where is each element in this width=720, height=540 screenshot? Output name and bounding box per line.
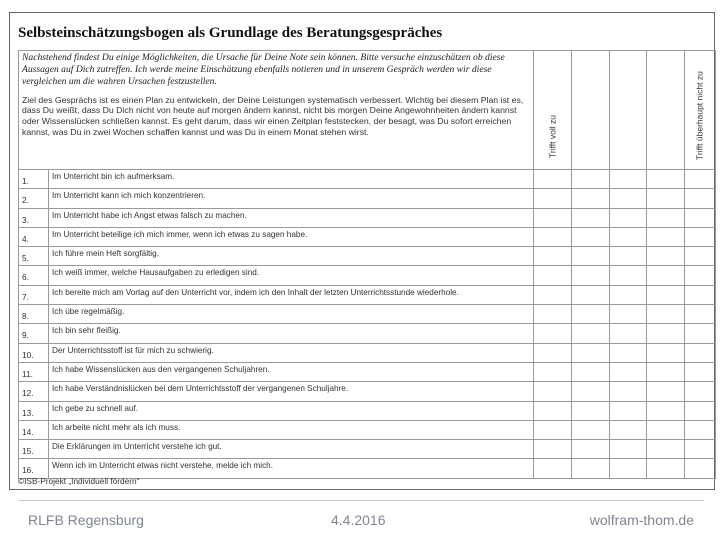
rating-cell[interactable] [685, 266, 716, 285]
rating-cell[interactable] [610, 362, 647, 381]
questionnaire-sheet [9, 12, 715, 490]
rating-cell[interactable] [647, 440, 685, 459]
rating-cell[interactable] [685, 362, 716, 381]
rating-cell[interactable] [534, 227, 572, 246]
header-col-3 [610, 51, 647, 170]
rating-cell[interactable] [534, 305, 572, 324]
statement-text: Im Unterricht habe ich Angst etwas falsch zu machen. [49, 208, 534, 227]
statement-number: 7. [19, 285, 49, 304]
statement-number: 12. [19, 382, 49, 401]
header-not-applies [685, 51, 716, 170]
rating-cell[interactable] [647, 420, 685, 439]
rating-cell[interactable] [572, 324, 610, 343]
rating-cell[interactable] [647, 401, 685, 420]
rating-cell[interactable] [610, 305, 647, 324]
rating-cell[interactable] [534, 362, 572, 381]
rating-cell[interactable] [572, 285, 610, 304]
rating-cell[interactable] [685, 285, 716, 304]
rating-cell[interactable] [685, 208, 716, 227]
rating-cell[interactable] [534, 208, 572, 227]
statement-text: Der Unterrichtsstoff ist für mich zu schwierig. [49, 343, 534, 362]
header-applies [534, 51, 572, 170]
rating-cell[interactable] [534, 189, 572, 208]
statement-number: 15. [19, 440, 49, 459]
rating-cell[interactable] [685, 459, 716, 478]
rating-cell[interactable] [610, 382, 647, 401]
rating-cell[interactable] [647, 459, 685, 478]
rating-cell[interactable] [534, 266, 572, 285]
rating-cell[interactable] [572, 208, 610, 227]
rating-cell[interactable] [534, 459, 572, 478]
statement-text: Ich übe regelmäßig. [49, 305, 534, 324]
statement-number: 14. [19, 420, 49, 439]
rating-cell[interactable] [534, 285, 572, 304]
rating-cell[interactable] [572, 247, 610, 266]
rating-cell[interactable] [572, 440, 610, 459]
statement-row [19, 362, 716, 381]
rating-cell[interactable] [610, 420, 647, 439]
statement-row [19, 420, 716, 439]
rating-cell[interactable] [610, 227, 647, 246]
rating-cell[interactable] [647, 305, 685, 324]
statement-text: Ich bereite mich am Vortag auf den Unterricht vor, indem ich den Inhalt der letzten Unterrichtsstunde wiederhole. [49, 285, 534, 304]
rating-cell[interactable] [647, 362, 685, 381]
rating-cell[interactable] [572, 305, 610, 324]
rating-cell[interactable] [534, 324, 572, 343]
rating-cell[interactable] [685, 401, 716, 420]
rating-cell[interactable] [685, 420, 716, 439]
statement-number: 1. [19, 170, 49, 189]
statement-row [19, 266, 716, 285]
rating-cell[interactable] [610, 401, 647, 420]
rating-cell[interactable] [685, 343, 716, 362]
statement-row [19, 343, 716, 362]
rating-cell[interactable] [647, 227, 685, 246]
rating-cell[interactable] [534, 382, 572, 401]
rating-cell[interactable] [610, 208, 647, 227]
rating-cell[interactable] [647, 285, 685, 304]
statement-row [19, 401, 716, 420]
rating-cell[interactable] [610, 285, 647, 304]
rating-cell[interactable] [685, 305, 716, 324]
statement-row [19, 247, 716, 266]
rating-cell[interactable] [685, 227, 716, 246]
rating-cell[interactable] [534, 170, 572, 189]
rating-cell[interactable] [572, 420, 610, 439]
rating-cell[interactable] [647, 382, 685, 401]
statement-text: Ich habe Wissenslücken aus den vergangenen Schuljahren. [49, 362, 534, 381]
statement-text: Wenn ich im Unterricht etwas nicht verstehe, melde ich mich. [49, 459, 534, 478]
rating-cell[interactable] [647, 324, 685, 343]
document-title: Selbsteinschätzungsbogen als Grundlage des Beratungsgespräches [18, 25, 443, 41]
statement-number: 3. [19, 208, 49, 227]
statement-number: 10. [19, 343, 49, 362]
statement-number: 8. [19, 305, 49, 324]
statement-text: Im Unterricht kann ich mich konzentrieren. [49, 189, 534, 208]
rating-cell[interactable] [534, 401, 572, 420]
rating-cell[interactable] [685, 247, 716, 266]
rating-cell[interactable] [572, 401, 610, 420]
statement-row [19, 440, 716, 459]
rating-cell[interactable] [534, 247, 572, 266]
rating-cell[interactable] [647, 208, 685, 227]
rating-cell[interactable] [685, 324, 716, 343]
rating-cell[interactable] [572, 382, 610, 401]
statement-text: Ich gebe zu schnell auf. [49, 401, 534, 420]
footer-divider [18, 500, 704, 501]
statement-number: 11. [19, 362, 49, 381]
rating-cell[interactable] [572, 266, 610, 285]
questionnaire-body [18, 50, 715, 479]
header-not-applies-label: Trifft überhaupt nicht zu [694, 71, 705, 160]
rating-cell[interactable] [534, 440, 572, 459]
statement-row [19, 189, 716, 208]
rating-cell[interactable] [610, 440, 647, 459]
statement-number: 13. [19, 401, 49, 420]
intro-row [19, 51, 716, 170]
rating-cell[interactable] [610, 266, 647, 285]
statement-number: 16. [19, 459, 49, 478]
rating-cell[interactable] [572, 343, 610, 362]
statement-text: Ich arbeite nicht mehr als ich muss. [49, 420, 534, 439]
rating-cell[interactable] [685, 170, 716, 189]
statement-row [19, 285, 716, 304]
statement-number: 5. [19, 247, 49, 266]
intro-goal-text: Ziel des Gesprächs ist es einen Plan zu entwickeln, der Deine Leistungen systematisch verbessert. Wichtig bei diesem Plan ist es, dass Du weißt, dass Du Dich nicht von heute auf morgen ändern kannst, nicht bis morgen Deine Angewohnheiten ändern kannst oder Wissenslücken schließen kannst. Es geht darum, dass wir einen Zeitplan feststecken, der besagt, was Du sofort erreichen kannst, was Du in zwei Wochen schaffen kannst und was Du in einem Monat stehen wirst. [22, 94, 524, 137]
statement-row [19, 170, 716, 189]
rating-cell[interactable] [610, 459, 647, 478]
statement-number: 2. [19, 189, 49, 208]
rating-cell[interactable] [685, 382, 716, 401]
statement-row [19, 324, 716, 343]
rating-cell[interactable] [647, 170, 685, 189]
footer-website: wolfram-thom.de [589, 512, 694, 528]
rating-cell[interactable] [572, 170, 610, 189]
statement-number: 9. [19, 324, 49, 343]
statement-row [19, 208, 716, 227]
statement-text: Die Erklärungen im Unterricht verstehe ich gut. [49, 440, 534, 459]
statement-row [19, 305, 716, 324]
statement-row [19, 382, 716, 401]
header-col-4 [647, 51, 685, 170]
intro-cell [19, 51, 534, 170]
statement-row [19, 227, 716, 246]
rating-cell[interactable] [647, 343, 685, 362]
intro-instructions: Nachstehend findest Du einige Möglichkeiten, die Ursache für Deine Note sein können. Bitte versuche einzuschätzen ob diese Aussagen auf Dich zutreffen. Ich werde meine Einschätzung ebenfalls notieren und in unserem Gespräch werden wir diese vergleichen um die wahren Ursachen festzustellen. [22, 52, 505, 88]
statement-number: 4. [19, 227, 49, 246]
statement-text: Ich bin sehr fleißig. [49, 324, 534, 343]
header-applies-label: Trifft voll zu [546, 115, 557, 158]
rating-cell[interactable] [685, 189, 716, 208]
statement-text: Ich führe mein Heft sorgfältig. [49, 247, 534, 266]
rating-cell[interactable] [572, 227, 610, 246]
rating-cell[interactable] [647, 266, 685, 285]
copyright-note: ©ISB-Projekt „Individuell fördern“ [18, 476, 140, 486]
rating-cell[interactable] [572, 189, 610, 208]
statement-text: Ich weiß immer, welche Hausaufgaben zu erledigen sind. [49, 266, 534, 285]
rating-cell[interactable] [610, 170, 647, 189]
footer-organization: RLFB Regensburg [28, 512, 144, 528]
statement-text: Im Unterricht bin ich aufmerksam. [49, 170, 534, 189]
rating-cell[interactable] [647, 189, 685, 208]
rating-cell[interactable] [610, 324, 647, 343]
footer-date: 4.4.2016 [331, 512, 386, 528]
header-col-2 [572, 51, 610, 170]
statement-text: Ich habe Verständnislücken bei dem Unterrichtsstoff der vergangenen Schuljahre. [49, 382, 534, 401]
rating-cell[interactable] [534, 420, 572, 439]
questionnaire-table [18, 50, 716, 479]
rating-cell[interactable] [610, 343, 647, 362]
rating-cell[interactable] [572, 362, 610, 381]
rating-cell[interactable] [534, 343, 572, 362]
rating-cell[interactable] [610, 247, 647, 266]
statement-text: Im Unterricht beteilige ich mich immer, wenn ich etwas zu sagen habe. [49, 227, 534, 246]
rating-cell[interactable] [647, 247, 685, 266]
statement-number: 6. [19, 266, 49, 285]
rating-cell[interactable] [610, 189, 647, 208]
rating-cell[interactable] [685, 440, 716, 459]
rating-cell[interactable] [572, 459, 610, 478]
